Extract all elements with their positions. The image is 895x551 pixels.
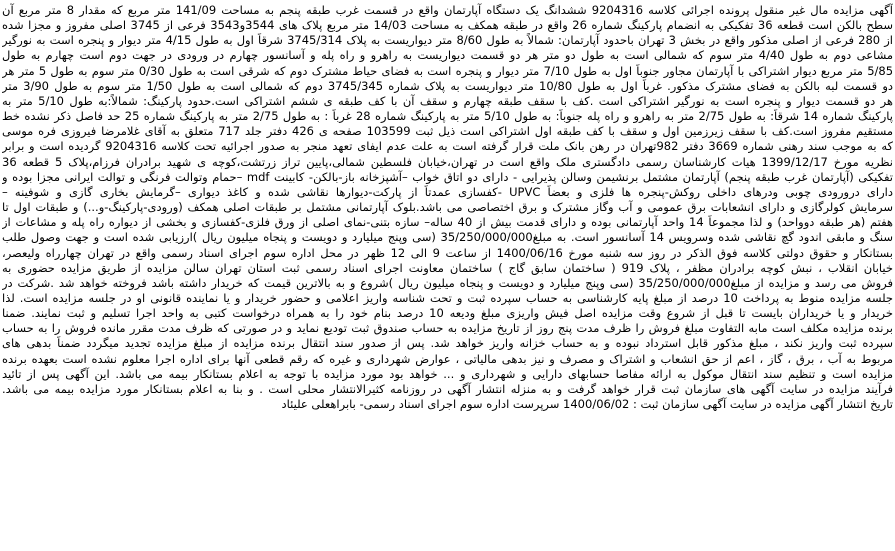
notice-line-25: مزایده است و تنظیم سند انتقال موکول به ارائه مفاصا حسابهای دارایی و شهرداری و ... خواهد بود مورد مزایده با توجه به اعلام بستانکار بیمه می باشد. این آگهی پس از تائید <box>2 366 893 381</box>
notice-line-13: دارای درورودی چوبی ودرهای داخلی روکش-پنجره ها فلزی و بعضاً UPVC -کفسازی عمدتاً از پارکت-دیوارها نقاشی شده و کاغذ دیواری –گرمایش بخاری گازی و شوفینه – <box>2 184 893 199</box>
notice-line-22: برنده مزایده مکلف است مابه التفاوت مبلغ فروش را ظرف مدت پنج روز از تاریخ مزایده به حساب صندوق ثبت تودیع نماید و در صورتی که ظرف مدت مقرر مانده فروش را به حساب <box>2 321 893 336</box>
notice-line-9: مستقیم مفروز است.کف با سقف زیرزمین اول و سقف با کف طبقه اول اشتراکی است ذیل ثبت 103599 صفحه ی 426 دفتر جلد 717 متعلق به آقای غلامرضا فیروزی فره موسی <box>2 124 893 139</box>
notice-line-15: هفتم (هر طبقه دوواحد) و لذا مجموعاً 14 واحد آپارتمانی بوده و دارای قدمت بیش از 40 ساله– سازه بتنی-نمای اصلی از ورق فلزی-کفسازی و بخشی از دیواره راه پله و مشاعات از <box>2 215 893 230</box>
auction-notice-text <box>2 3 893 412</box>
notice-line-19: فروش می رسد و مزایده از مبلغ35/250/000/000 (سی وپنج میلیارد و دویست و پنجاه میلیون ریال )شروع و به بالاترین قیمت که خریدار داشته باشد فروخته خواهد شد .شرکت در <box>2 275 893 290</box>
notice-line-14: سرمایش کولرگازی و دارای انشعابات برق عمومی و آب وگاز مشترک و برق اختصاصی می باشد.بلوک آپارتمانی مشتمل بر طبقات اصلی همکف (ورودی-پارکینگ-و...) و طبقات اول تا <box>2 200 893 215</box>
notice-line-23: سپرده ثبت واریز نکند ، مبلغ مذکور قابل استرداد نبوده و به حساب خزانه واریز خواهد شد. پس از صدور سند انتقال برنده مزایده از مبلغ مزایده تجدید میگردد ضمناً بدهی های <box>2 336 893 351</box>
notice-line-1: آگهی مزایده مال غیر منقول پرونده اجرائی کلاسه 9204316 ششدانگ یک دستگاه آپارتمان واقع در قسمت غرب طبقه پنجم به مساحت 141/09 متر مربع که مقدار 8 متر مربع آن <box>2 3 893 17</box>
notice-line-4: مشاعی دوم به طول 4/40 متر سوم که شمالی است به طول دو متر هر دو قسمت دیواریست به راهرو و راه پله و آسانسور چهارم در ورودی در جهت دوم است چهارم به طول <box>2 48 893 63</box>
notice-line-20: جلسه مزایده منوط به پرداخت 10 درصد از مبلغ پایه کارشناسی به حساب سپرده ثبت و تحت شناسه واریز اعلامی و حضور خریدار و یا نماینده قانونی او در جلسه مزایده است. لذا <box>2 290 893 305</box>
notice-line-17: بستانکار و حقوق دولتی کلاسه فوق الذکر در روز سه شنبه مورخ 1400/06/16 از ساعت 9 الی 12 ظهر در محل اداره سوم اجرای اسناد رسمی واقع در تهران چهارراه ولیعصر، <box>2 245 893 260</box>
notice-line-12: تفکیکی (آپارتمان غرب طبقه پنجم) آپارتمان مشتمل برنشیمن وسالن پذیرایی - دارای دو اتاق خواب –آشپزخانه باز-بالکن- کابینت mdf –حمام وتوالت فرنگی و توالت ایرانی مجزا بوده و <box>2 169 893 184</box>
notice-line-10: که به موجب سند رهنی شماره 3669 دفتر 982تهران در رهن بانک ملت قرار گرفته است به علت عدم ایفای تعهد منجر به صدور اجرائیه تحت کلاسه 9204316 گردیده است و برابر <box>2 139 893 154</box>
notice-line-8: پارکینگ شماره 14 شرقاً: به طول 2/75 متر به راهرو و راه پله جنوباً: به طول 5/10 متر به پارکینگ شماره 28 غرباً : به طول 2/75 متر به پارکینگ شماره 25 حد فاصل ذکر نشده خط <box>2 109 893 124</box>
notice-line-6: دو قسمت لبه بالکن به فضای مشترک مذکور. غرباً اول به طول 10/80 متر دیواریست به پلاک شماره 3745/345 دوم که شمالی است به طول 1/50 متر سوم به طول 3/90 متر <box>2 78 893 93</box>
notice-line-2: سطح بالکن است قطعه 36 تفکیکی به انضمام پارکینگ شماره 26 واقع در طبقه همکف به مساحت 14/03 متر مربع پلاک های 3544و3543 فرعی از 3745 اصلی مفروز و مجزا شده <box>2 18 893 33</box>
notice-line-3: از 280 فرعی از اصلی مذکور واقع در بخش 3 تهران باحدود آپارتمان: شمالاً به طول 8/60 متر دیواریست به پلاک 3745/314 شرقاً اول به طول 4/15 متر دیوار و پنجره است به نورگیر <box>2 33 893 48</box>
notice-line-7: هر دو قسمت دیوار و پنجره است به نورگیر اشتراکی است .کف با سقف طبقه چهارم و سقف آن با کف طبقه ی ششم اشتراکی است.حدود پارکینگ: شمالاً:به طول 5/10 متر به <box>2 93 893 108</box>
notice-line-11: نظریه مورخ 1399/12/17 هیات کارشناسان رسمی دادگستری ملک واقع است در تهران،خیابان فلسطین شمالی،پایین تراز زرتشت،کوچه ی شهید برادران فرزام،پلاک 5 قطعه 36 <box>2 154 893 169</box>
notice-line-24: مربوط به آب ، برق ، گاز ، اعم از حق انشعاب و اشتراک و مصرف و نیز بدهی مالیاتی ، عوارض شهرداری و غیره که رقم قطعی آنها برای اداره اجرا معلوم نشده است بعهده برنده <box>2 351 893 366</box>
notice-line-26: فرآیند مزایده در سایت آگهی های سازمان ثبت قرار خواهد گرفت و به منزله انتشار آگهی در روزنامه کثیرالانتشار محلی است . و بنا به اعلام بستانکار مورد مزایده بیمه می باشد. <box>2 381 893 396</box>
notice-line-5: 5/85 متر مربع دیوار اشتراکی با آپارتمان مجاور جنوباً اول به طول 7/10 متر دیوار و پنجره است به فضای حیاط مشترک دوم که شرقی است به طول 0/30 متر سوم به طول 5 متر هر <box>2 63 893 78</box>
notice-line-21: خریدار و یا خریداران بایست تا قبل از شروع وقت مزایده اصل فیش واریزی مبلغ ودیعه 10 درصد بنام خود را به همراه درخواست کتبی به واحد اجرا تسلیم و ثبت نمایند. ضمنا <box>2 306 893 321</box>
notice-line-18: خیابان انقلاب ، نبش کوچه برادران مظفر ، پلاک 919 ( ساختمان سابق گاج ) ساختمان معاونت اجرای اسناد رسمی ثبت استان تهران سالن مزایده از طریق مزایده حضوری به <box>2 260 893 275</box>
notice-line-16: سنگ و مابقی اندود گچ نقاشی شده وسرویس 14 آسانسور است. به مبلغ35/250/000/000 (سی وپنج میلیارد و دویست و پنجاه میلیون ریال )ارزیابی شده است و جهت وصول طلب <box>2 230 893 245</box>
notice-line-27: تاریخ انتشار آگهی مزایده در سایت آگهی سازمان ثبت : 1400/06/02 سرپرست اداره سوم اجرای اسناد رسمی- بابراهعلی علیئاد <box>281 397 893 412</box>
